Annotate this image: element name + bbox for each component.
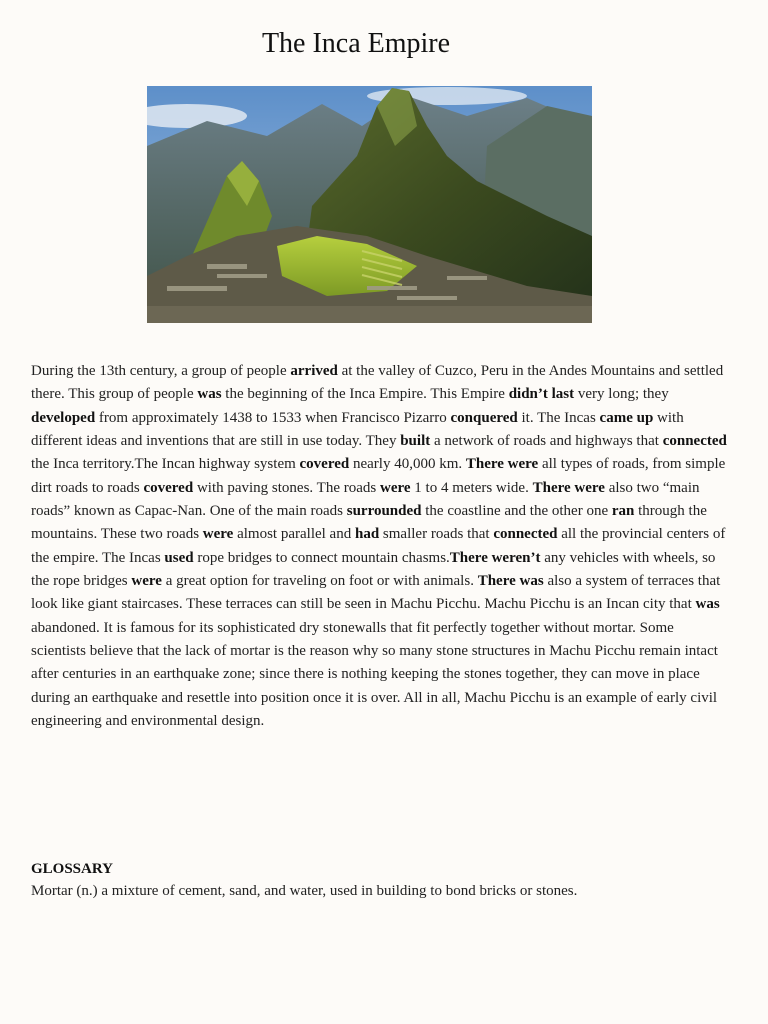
paragraph-run: During the 13th century, a group of people	[31, 363, 291, 379]
emphasized-verb: There were	[532, 479, 605, 496]
paragraph-run: all the provincial centers of the empire. The Incas	[31, 526, 726, 566]
paragraph-run: all types of roads, from simple dirt roads to roads	[31, 456, 726, 496]
body-paragraph	[31, 360, 731, 734]
paragraph-run: at the valley of Cuzco, Peru in the Andes Mountains and settled there. This group of people	[31, 363, 724, 403]
paragraph-run: the coastline and the other one	[421, 503, 612, 520]
emphasized-verb: covered	[299, 456, 350, 473]
emphasized-verb: had	[354, 526, 380, 543]
paragraph-run: very long; they	[574, 386, 669, 403]
paragraph-run: nearly 40,000 km.	[349, 456, 466, 473]
paragraph-run: through the mountains. These two roads	[31, 503, 707, 543]
emphasized-verb: There weren’t	[449, 549, 541, 566]
emphasized-verb: were	[379, 479, 411, 496]
paragraph-run: with different ideas and inventions that are still in use today. They	[31, 409, 684, 450]
paragraph-run: from approximately 1438 to 1533 when Francisco Pizarro	[95, 409, 451, 426]
paragraph-run: any vehicles with wheels, so the rope bridges	[31, 549, 716, 590]
emphasized-verb: arrived	[290, 363, 338, 379]
paragraph-run: 1 to 4 meters wide.	[410, 479, 533, 496]
page-title: The Inca Empire	[261, 28, 451, 59]
emphasized-verb: developed	[31, 409, 96, 426]
machu-picchu-photo	[147, 86, 592, 323]
emphasized-verb: didn’t last	[508, 386, 575, 403]
emphasized-verb: conquered	[450, 409, 518, 426]
emphasized-verb: There were	[465, 456, 539, 473]
emphasized-verb: surrounded	[346, 503, 422, 520]
emphasized-verb: used	[164, 549, 194, 566]
paragraph-run: smaller roads that	[379, 526, 494, 543]
emphasized-verb: were	[202, 526, 234, 543]
paragraph-run: also two “main roads” known as Capac-Nan. One of the main roads	[31, 479, 700, 520]
paragraph-run: also a system of terraces that look like giant staircases. These terraces can still be seen in Machu Picchu. Machu Picchu is an Incan city that	[31, 573, 721, 613]
emphasized-verb: connected	[662, 433, 727, 450]
paragraph-run: a great option for traveling on foot or with animals.	[161, 573, 478, 590]
glossary-heading: GLOSSARY	[31, 861, 113, 877]
emphasized-verb: ran	[611, 503, 635, 520]
paragraph-run: almost parallel and	[233, 526, 355, 543]
glossary-definition: Mortar (n.) a mixture of cement, sand, and water, used in building to bond bricks or stones.	[31, 883, 578, 899]
emphasized-verb: connected	[493, 526, 558, 543]
emphasized-verb: was	[197, 386, 222, 403]
emphasized-verb: was	[695, 596, 720, 613]
paragraph-run: the beginning of the Inca Empire. This Empire	[221, 386, 509, 403]
paragraph-run: with paving stones. The roads	[193, 479, 380, 496]
paragraph-run: rope bridges to connect mountain chasms.	[193, 549, 450, 566]
emphasized-verb: covered	[143, 479, 194, 496]
emphasized-verb: were	[131, 573, 162, 590]
paragraph-run: abandoned. It is famous for its sophisticated dry stonewalls that fit perfectly together without mortar. Some scientists believe that the lack of mortar is the reason why so many stone structures in Machu Picchu remain intact after centuries in an earthquake zone; since there is nothing keeping the stones together, they can move in place during an earthquake and resettle into position once it is over. All in all, Machu Picchu is an example of early civil engineering and environmental design.	[31, 619, 718, 730]
emphasized-verb: There was	[477, 573, 544, 590]
paragraph-run: it. The Incas	[517, 409, 600, 426]
emphasized-verb: built	[400, 433, 431, 450]
emphasized-verb: came up	[599, 409, 654, 426]
paragraph-run: a network of roads and highways that	[430, 433, 663, 450]
paragraph-run: the Inca territory.The Incan highway system	[31, 456, 300, 473]
